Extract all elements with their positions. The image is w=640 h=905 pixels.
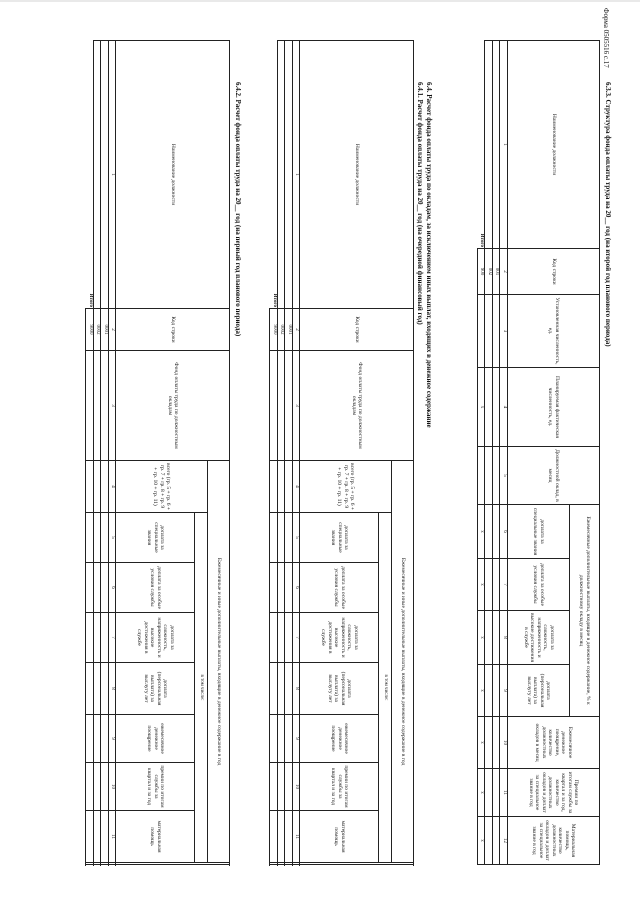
total-code: 900	[478, 249, 486, 295]
total-label: Итого	[270, 41, 278, 309]
col-incl-header: в том числе:	[195, 513, 208, 863]
total-cell: x	[478, 611, 486, 665]
col-number	[293, 863, 301, 865]
col-number: 8	[293, 663, 301, 715]
total-code: 9000	[270, 309, 278, 351]
col-conditions-header: доплата за особые условия службы	[116, 563, 195, 613]
total-row	[478, 41, 486, 865]
total-cell	[478, 295, 486, 368]
col-awards-header: Премии по итогам службы за квартал и за год, количество должностных окладов и доплат за специальное звание в год	[508, 769, 600, 817]
total-cell: x	[478, 665, 486, 717]
col-number: 2	[109, 309, 117, 351]
col-number: 4	[109, 461, 117, 513]
col-monthly-bonus-header: Ежемесячное денежное поощрение, количество должностных окладов в месяц	[508, 717, 600, 769]
row-code: 002	[485, 249, 493, 295]
col-number: 12	[500, 817, 508, 865]
col-code-header: Код строки	[300, 309, 414, 351]
col-complexity-header: доплата за сложность, напряженность и высокие достижения в службе	[116, 613, 195, 663]
col-number: 7	[109, 613, 117, 663]
col-awards-header: премии по итогам службы за квартал и за год	[300, 763, 379, 811]
col-group-header: Ежемесячные дополнительные выплаты, входящие в денежное содержание, % к должностному окладу в месяц	[570, 505, 600, 717]
table-row	[101, 41, 109, 865]
total-cell: x	[478, 559, 486, 611]
col-number: 10	[500, 717, 508, 769]
col-material-header: материальная помощь	[116, 811, 195, 863]
col-number: 6	[500, 505, 508, 559]
col-special-header: доплата за специальные звания	[508, 505, 570, 559]
col-conditions-header: доплата за особые условия службы	[300, 563, 379, 613]
table-633	[477, 40, 600, 865]
total-code: 9000	[86, 309, 94, 351]
col-number: 1	[500, 41, 508, 249]
col-number: 1	[109, 41, 117, 309]
col-excl-fund-header	[300, 863, 414, 865]
col-number: 11	[500, 769, 508, 817]
col-code-header: Код строки	[508, 249, 600, 295]
col-name-header: Наименование должности	[300, 41, 414, 309]
col-incl-header: в том числе:	[379, 513, 392, 863]
col-actual-header: Планируемая фактическая численность, ед.	[508, 368, 600, 447]
col-number: 9	[293, 715, 301, 763]
col-other-header: доплата (персональная выплата) за выслугу лет	[300, 663, 379, 715]
col-number: 3	[500, 295, 508, 368]
col-material-header: Материальная помощь, количество должностных окладов и доплат за специальное звание в год	[508, 817, 600, 865]
col-number: 5	[293, 513, 301, 563]
col-monthly-bonus-header: ежемесячное денежное поощрение	[116, 715, 195, 763]
table-row	[94, 41, 102, 865]
section-641-title: 6.4.1. Расчет фонда оплаты труда на 20__ год (на очередной финансовый год)	[416, 82, 424, 325]
col-number: 4	[293, 461, 301, 513]
col-other-header: доплата (персональная выплата) за выслугу лет	[508, 665, 570, 717]
col-monthly-bonus-header: ежемесячное денежное поощрение	[300, 715, 379, 763]
total-row	[270, 41, 278, 865]
col-group-header: Ежемесячные и иные дополнительные выплаты, входящие в денежное содержание в год	[208, 461, 230, 863]
col-excl-fund-header	[116, 863, 230, 865]
col-number: 7	[293, 613, 301, 663]
section-633-title: 6.3.3. Структура фонда оплаты труда на 20__ год (на второй год планового периода)	[604, 82, 612, 347]
col-number: 8	[109, 663, 117, 715]
col-awards-header: премии по итогам службы за квартал и за год	[116, 763, 195, 811]
col-code-header: Код строки	[116, 309, 230, 351]
col-special-header: доплата за специальные звания	[116, 513, 195, 563]
col-number: 2	[500, 249, 508, 295]
row-code: 001	[493, 249, 501, 295]
col-number: 2	[293, 309, 301, 351]
col-name-header: Наименование должности	[116, 41, 230, 309]
form-code: Форма 0505516 с.17	[602, 8, 610, 68]
col-total-header: всего (гр. 5 + гр. 6 + гр. 7 + гр. 8 + гр. 9 + гр. 10 + гр. 11)	[116, 461, 208, 513]
row-code: 0002	[278, 309, 286, 351]
col-number: 11	[293, 811, 301, 863]
row-code: 0002	[94, 309, 102, 351]
col-complexity-header: доплата за сложность, напряженность и высокие достижения в службе	[300, 613, 379, 663]
col-salary-fund-header: Фонд оплаты труда по должностным окладам	[300, 351, 414, 461]
total-cell: x	[478, 817, 486, 865]
col-established-header: Установленная численность, ед.	[508, 295, 600, 368]
col-number: 6	[293, 563, 301, 613]
total-cell	[478, 447, 486, 505]
col-salary-header: Должностной оклад, в месяц	[508, 447, 600, 505]
col-special-header: доплата за специальные звания	[300, 513, 379, 563]
col-conditions-header: доплата за особые условия службы	[508, 559, 570, 611]
col-salary-fund-header: Фонд оплаты труда по должностным окладам	[116, 351, 230, 461]
col-material-header: материальная помощь	[300, 811, 379, 863]
table-row	[278, 41, 286, 865]
row-code: 0001	[101, 309, 109, 351]
section-64-title: 6.4. Расчет фонда оплаты труда по окладам, за исключением иных выплат, входящих в денежное содержание	[425, 82, 433, 428]
col-number: 11	[109, 811, 117, 863]
col-complexity-header: доплата за сложность, напряженность и высокие достижения в службе	[508, 611, 570, 665]
col-number: 10	[109, 763, 117, 811]
col-number: 1	[293, 41, 301, 309]
col-number: 6	[109, 563, 117, 613]
col-name-header: Наименование должности	[508, 41, 600, 249]
total-row	[86, 41, 94, 865]
table-641	[270, 40, 415, 865]
section-642-title: 6.4.2. Расчет фонда оплаты труда на 20__ год (на первый год планового периода)	[234, 82, 242, 337]
col-number: 3	[293, 351, 301, 461]
col-other-header: доплата (персональная выплата) за выслугу лет	[116, 663, 195, 715]
col-number: 9	[109, 715, 117, 763]
col-number: 7	[500, 559, 508, 611]
total-cell: x	[478, 769, 486, 817]
row-code: 0001	[285, 309, 293, 351]
total-cell: x	[478, 717, 486, 769]
total-label: Итого	[478, 41, 486, 249]
col-number	[109, 863, 117, 865]
col-group-header: Ежемесячные и иные дополнительные выплаты, входящие в денежное содержание в год	[392, 461, 414, 863]
total-label: Итого	[86, 41, 94, 309]
table-row	[485, 41, 493, 865]
col-number: 10	[293, 763, 301, 811]
col-number: 9	[500, 665, 508, 717]
col-number: 3	[109, 351, 117, 461]
col-number: 5	[109, 513, 117, 563]
table-642	[86, 40, 231, 865]
total-cell: x	[478, 368, 486, 447]
col-total-header: всего (гр. 5 + гр. 6 + гр. 7 + гр. 8 + гр. 9 + гр. 10 + гр. 11)	[300, 461, 392, 513]
col-number: 8	[500, 611, 508, 665]
total-cell: x	[478, 505, 486, 559]
table-row	[285, 41, 293, 865]
table-row	[493, 41, 501, 865]
col-number: 4	[500, 368, 508, 447]
col-number: 5	[500, 447, 508, 505]
